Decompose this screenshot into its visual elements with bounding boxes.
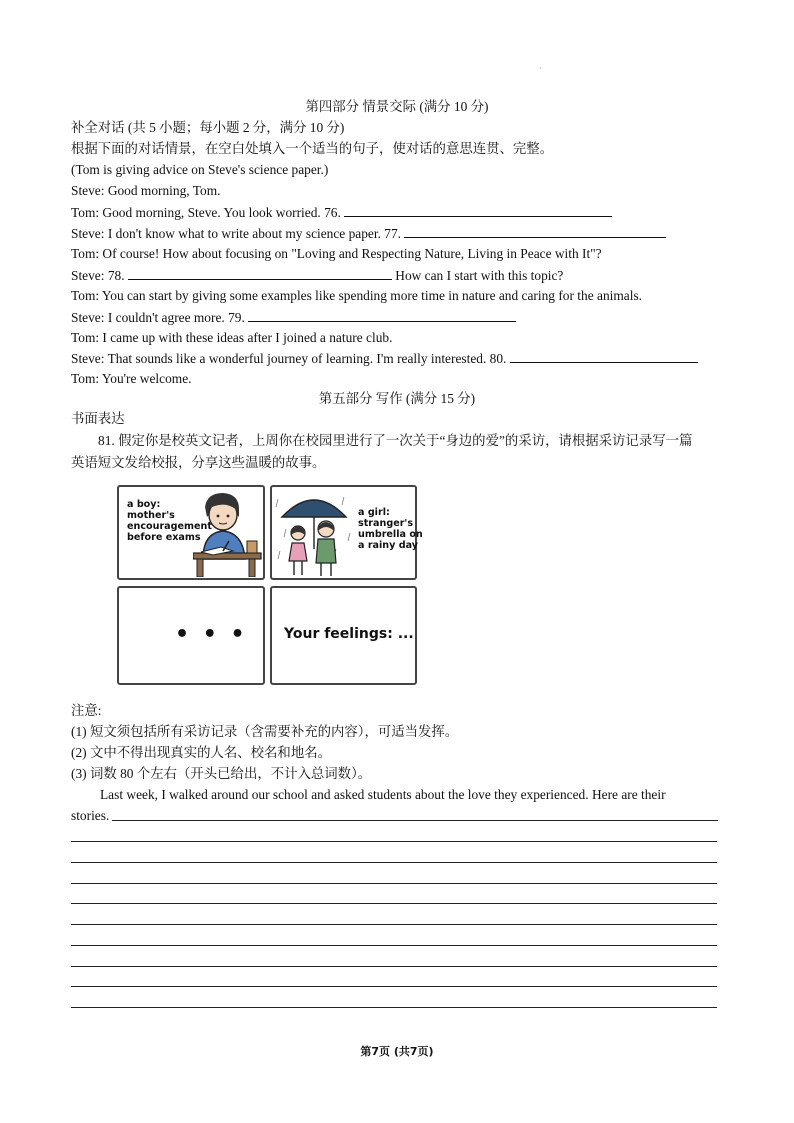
dialogue-line: Tom: Of course! How about focusing on "Loving and Respecting Nature, Living in Peace with It"? bbox=[71, 246, 602, 261]
note-item: (2) 文中不得出现真实的人名、校名和地名。 bbox=[71, 745, 331, 760]
essay-answer-line[interactable] bbox=[112, 820, 718, 821]
dialogue-line bbox=[71, 308, 516, 326]
essay-answer-line[interactable] bbox=[71, 924, 717, 925]
part5-subtitle: 书面表达 bbox=[71, 411, 125, 426]
essay-answer-line[interactable] bbox=[71, 966, 717, 967]
dialogue-line-text: Steve: That sounds like a wonderful journey of learning. I'm really interested. 80. bbox=[71, 351, 507, 366]
panel-boy bbox=[117, 485, 265, 580]
note-item: (3) 词数 80 个左右（开头已给出，不计入总词数）。 bbox=[71, 766, 372, 781]
answer-blank-77[interactable] bbox=[404, 224, 666, 238]
dialogue-line bbox=[71, 266, 563, 284]
essay-opening-line1: Last week, I walked around our school and asked students about the love they experienced. Here are their bbox=[100, 787, 666, 802]
answer-blank-78[interactable] bbox=[128, 266, 392, 280]
panel-ellipsis bbox=[117, 586, 265, 685]
panel-girl bbox=[270, 485, 423, 580]
answer-blank-80[interactable] bbox=[510, 349, 698, 363]
dialogue-line: Tom: You can start by giving some examples like spending more time in nature and caring for the animals. bbox=[71, 288, 643, 303]
dialogue-line: Tom: You're welcome. bbox=[71, 371, 192, 386]
dialogue-line-text: Steve: I don't know what to write about my science paper. 77. bbox=[71, 226, 402, 241]
dialogue-line-text: Tom: Good morning, Steve. You look worried. 76. bbox=[71, 205, 341, 220]
essay-answer-line[interactable] bbox=[71, 903, 717, 904]
dialogue-line: Tom: I came up with these ideas after I joined a nature club. bbox=[71, 330, 393, 345]
dialogue-line-text: How can I start with this topic? bbox=[395, 268, 564, 283]
part5-title: 第五部分 写作 (满分 15 分) bbox=[318, 391, 476, 406]
ellipsis-dots: • • • bbox=[175, 622, 248, 647]
dialogue-line-text: Steve: 78. bbox=[71, 268, 125, 283]
boy-studying-illustration bbox=[193, 489, 263, 577]
essay-opening-line2: stories. bbox=[71, 808, 110, 823]
umbrella-illustration bbox=[274, 489, 356, 579]
essay-answer-line[interactable] bbox=[71, 883, 717, 884]
feelings-caption: Your feelings: ... bbox=[284, 626, 414, 642]
answer-blank-76[interactable] bbox=[344, 203, 612, 217]
dialogue-line bbox=[71, 203, 612, 221]
notes-title: 注意: bbox=[71, 703, 102, 718]
part4-title: 第四部分 情景交际 (满分 10 分) bbox=[305, 99, 489, 114]
dialogue-line bbox=[71, 349, 698, 367]
essay-answer-line[interactable] bbox=[71, 862, 717, 863]
header-mark: · bbox=[539, 64, 542, 73]
note-item: (1) 短文须包括所有采访记录（含需要补充的内容），可适当发挥。 bbox=[71, 724, 459, 739]
boy-caption: a boy: mother's encouragement before exams bbox=[127, 499, 212, 543]
part4-subtitle: 补全对话 (共 5 小题；每小题 2 分，满分 10 分) bbox=[71, 120, 345, 135]
dialogue-line: Steve: Good morning, Tom. bbox=[71, 183, 221, 198]
task-text-line1: 81. 假定你是校英文记者，上周你在校园里进行了一次关于“身边的爱”的采访，请根据采访记录写一篇 bbox=[98, 433, 693, 448]
essay-answer-line[interactable] bbox=[71, 1007, 717, 1008]
dialogue-line bbox=[71, 224, 666, 242]
essay-answer-line[interactable] bbox=[71, 986, 717, 987]
essay-answer-line[interactable] bbox=[71, 841, 717, 842]
panel-feelings bbox=[270, 586, 417, 685]
part4-instruction: 根据下面的对话情景，在空白处填入一个适当的句子，使对话的意思连贯、完整。 bbox=[71, 141, 554, 156]
dialogue-line-text: Steve: I couldn't agree more. 79. bbox=[71, 310, 245, 325]
task-text-line2: 英语短文发给校报，分享这些温暖的故事。 bbox=[71, 455, 326, 470]
girl-caption: a girl: stranger's umbrella on a rainy day bbox=[358, 507, 423, 551]
essay-answer-line[interactable] bbox=[71, 945, 717, 946]
page-footer: 第7页 (共7页) bbox=[360, 1045, 434, 1058]
answer-blank-79[interactable] bbox=[248, 308, 516, 322]
dialogue-context: (Tom is giving advice on Steve's science paper.) bbox=[71, 162, 329, 177]
